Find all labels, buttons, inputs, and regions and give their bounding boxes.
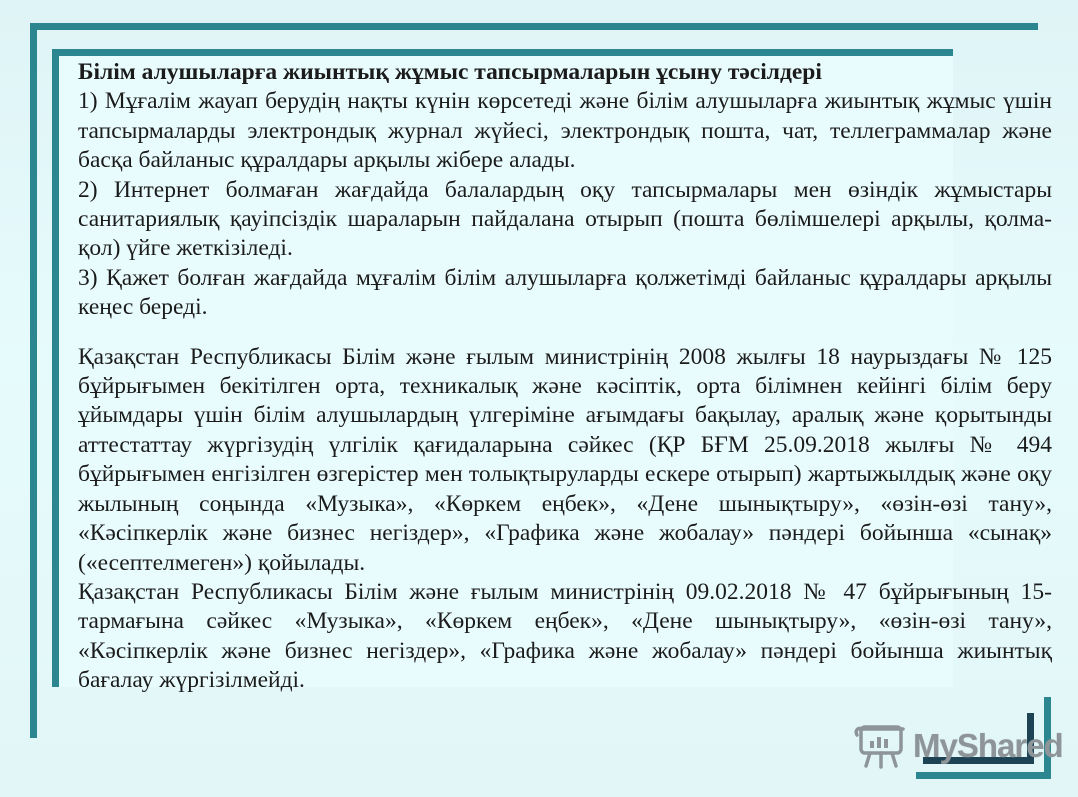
slide-body	[78, 58, 1052, 696]
paragraph-order-125: Қазақстан Республикасы Білім және ғылым министрінің 2008 жылғы 18 наурыздағы № 125 бұйрығымен бекітілген орта, техникалық және кәсіптік, орта білімнен кейінгі білім беру ұйымдары үшін білім алушылардың үлгеріміне ағымдағы бақылау, аралық және қорытынды аттестаттау жүргізудің үлгілік қағидаларына сәйкес (ҚР БҒМ 25.09.2018 жылғы № 494 бұйрығымен енгізілген өзгерістер мен толықтыруларды ескере отырып) жартыжылдық және оқу жылының соңында «Музыка», «Көркем еңбек», «Дене шынықтыру», «өзін-өзі тану», «Кәсіпкерлік және бизнес негіздер», «Графика және жобалау» пәндері бойынша «сынақ» («есептелмеген») қойылады.	[78, 343, 1052, 576]
presentation-easel-icon	[853, 720, 909, 772]
paragraph-block-regulations	[78, 343, 1052, 696]
paragraph-item-1: 1) Мұғалім жауап берудің нақты күнін көрсетеді және білім алушыларға жиынтық жұмыс үшін тапсырмаларды электрондық журнал жүйесі, электрондық пошта, чат, теллеграммалар және басқа байланыс құралдары арқылы жібере алады.	[78, 88, 1052, 174]
paragraph-order-47: Қазақстан Республикасы Білім және ғылым министрінің 09.02.2018 № 47 бұйрығының 15-тармағына сәйкес «Музыка», «Көркем еңбек», «Дене шынықтыру», «өзін-өзі тану», «Кәсіпкерлік және бизнес негіздер», «Графика және жобалау» пәндері бойынша жиынтық бағалау жүргізілмейді.	[78, 578, 1052, 694]
myshared-watermark	[853, 720, 1063, 772]
paragraph-item-3: 3) Қажет болған жағдайда мұғалім білім алушыларға қолжетімді байланыс құралдары арқылы кеңес береді.	[78, 264, 1052, 321]
myshared-logo-text: MyShared	[913, 727, 1063, 764]
slide-title: Білім алушыларға жиынтық жұмыс тапсырмаларын ұсыну тәсілдері	[78, 59, 822, 85]
paragraph-block-methods	[78, 87, 1052, 322]
paragraph-item-2: 2) Интернет болмаған жағдайда балалардың оқу тапсырмалары мен өзіндік жұмыстары санитариялық қауіпсіздік шараларын пайдалана отырып (пошта бөлімшелері арқылы, қолма-қол) үйге жеткізіледі.	[78, 176, 1052, 262]
